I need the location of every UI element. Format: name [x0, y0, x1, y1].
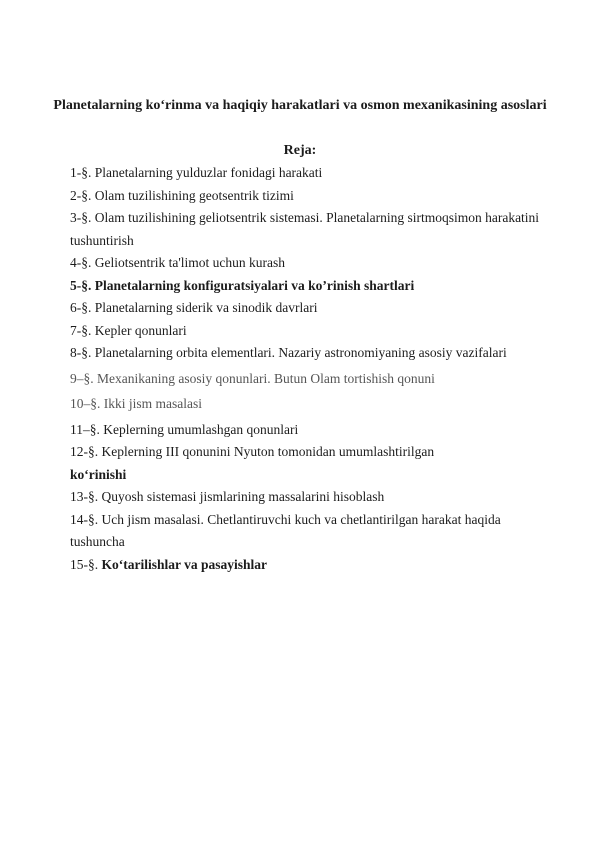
- document-title: Planetalarning ko‘rinma va haqiqiy harakatlari va osmon mexanikasining asoslari: [53, 98, 547, 113]
- item-text: Planetalarning yulduzlar fonidagi harakati: [94, 165, 323, 180]
- item-number: 6-§.: [70, 300, 92, 315]
- list-item: [70, 162, 540, 185]
- list-item: [70, 185, 540, 208]
- item-number: 1-§.: [70, 165, 92, 180]
- item-number: 15-§.: [70, 556, 99, 572]
- list-item: [70, 368, 540, 391]
- item-text: Keplerning III qonunini Nyuton tomonidan umumlashtirilgan: [101, 444, 435, 459]
- list-item: [70, 393, 540, 416]
- item-number: 14-§.: [70, 511, 99, 527]
- item-text: Uch jism masalasi. Chetlantiruvchi kuch va chetlantirilgan harakat haqida tushuncha: [70, 511, 501, 549]
- item-text: Planetalarning siderik va sinodik davrlari: [94, 300, 318, 315]
- item-text: Planetalarning konfiguratsiyalari va ko’rinish shartlari: [94, 277, 415, 293]
- item-text-continuation: ko‘rinishi: [70, 466, 127, 482]
- item-number: 13-§.: [70, 489, 99, 504]
- list-item: [70, 297, 540, 320]
- item-number: 4-§.: [70, 255, 92, 270]
- list-item: [70, 419, 540, 442]
- item-number: 11–§.: [70, 421, 100, 437]
- item-text: Kepler qonunlari: [94, 322, 187, 338]
- list-item: [70, 486, 540, 509]
- item-number: 5-§.: [70, 277, 92, 293]
- list-item: [70, 441, 540, 486]
- item-text: Ikki jism masalasi: [103, 396, 202, 411]
- item-number: 7-§.: [70, 322, 92, 338]
- item-text: Mexanikaning asosiy qonunlari. Butun Olam tortishish qonuni: [97, 370, 435, 386]
- item-text: Olam tuzilishining geliotsentrik sistemasi. Planetalarning sirtmoqsimon harakatini tushuntirish: [70, 210, 540, 248]
- plan-list: [70, 162, 540, 576]
- list-item: [70, 207, 540, 252]
- item-number: 8-§.: [70, 345, 92, 360]
- item-text: Geliotsentrik ta'limot uchun kurash: [94, 255, 286, 270]
- item-number: 3-§.: [70, 210, 92, 225]
- list-item: [70, 509, 540, 554]
- plan-heading: Reja:: [283, 143, 317, 158]
- item-number: 9–§.: [70, 370, 94, 386]
- item-number: 12-§.: [70, 444, 99, 459]
- item-text: Quyosh sistemasi jismlarining massalarini hisoblash: [101, 489, 385, 504]
- item-text: Ko‘tarilishlar va pasayishlar: [101, 556, 268, 572]
- item-text: Olam tuzilishining geotsentrik tizimi: [94, 187, 294, 203]
- item-text: Planetalarning orbita elementlari. Nazariy astronomiyaning asosiy vazifalari: [94, 345, 507, 360]
- list-item: [70, 275, 540, 298]
- item-text: Keplerning umumlashgan qonunlari: [103, 421, 299, 437]
- item-number: 2-§.: [70, 187, 92, 203]
- list-item: [70, 252, 540, 275]
- list-item: [70, 320, 540, 343]
- list-item: [70, 554, 540, 577]
- item-number: 10–§.: [70, 396, 101, 411]
- list-item: [70, 342, 540, 365]
